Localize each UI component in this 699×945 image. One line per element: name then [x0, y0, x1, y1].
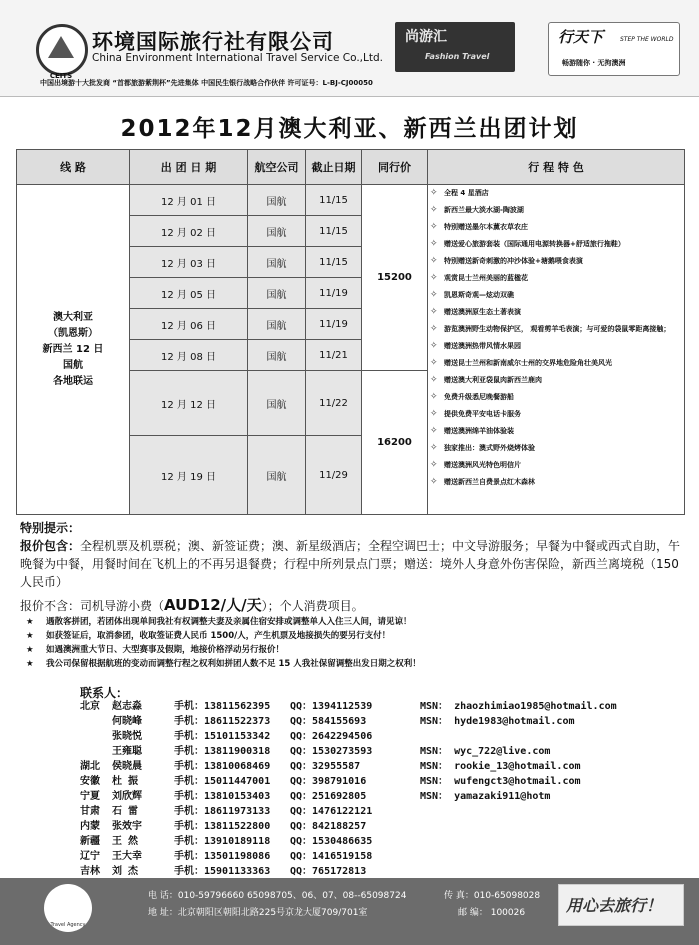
airline-cell: 国航: [248, 371, 306, 436]
sparkle-icon: ✧: [430, 477, 438, 487]
contact-phone: 手机：18611522373: [174, 716, 271, 727]
date-cell: 12 月 01 日: [130, 185, 248, 216]
include-label: 报价包含：: [20, 539, 81, 553]
feature-item: [430, 308, 682, 316]
contact-row: [80, 772, 621, 787]
contact-qq: QQ：32955587: [290, 761, 361, 772]
feature-item: [430, 291, 682, 299]
contact-region: 吉林: [80, 866, 100, 877]
company-name-en: China Environment International Travel Service Co.,Ltd.: [92, 52, 383, 64]
tip-amount: AUD12/人/天: [164, 596, 262, 614]
sparkle-icon: ✧: [430, 222, 438, 232]
contact-qq: QQ：1530273593: [290, 746, 373, 757]
contact-row: [80, 847, 621, 862]
airline-cell: 国航: [248, 309, 306, 340]
tour-plan-table: [16, 149, 685, 515]
contacts-table: [80, 697, 621, 877]
contact-region: [80, 727, 112, 742]
date-cell: 12 月 08 日: [130, 340, 248, 371]
sparkle-icon: ✧: [430, 341, 438, 351]
sparkle-icon: ✧: [430, 358, 438, 368]
sparkle-icon: ✧: [430, 392, 438, 402]
feature-text: 凯恩斯奇观—炫动双礁: [444, 291, 514, 299]
contact-qq: QQ：584155693: [290, 716, 367, 727]
contact-name: 何晓峰: [112, 716, 142, 727]
company-name-cn: 环境国际旅行社有限公司: [92, 30, 334, 54]
price-cell: 16200: [362, 371, 428, 515]
route-line: 各地联运: [53, 375, 93, 387]
route-cell: [17, 185, 130, 515]
contact-row: [80, 697, 621, 712]
date-cell: 12 月 19 日: [130, 436, 248, 515]
contact-name: 张效宇: [112, 821, 142, 832]
header-date: 出 团 日 期: [130, 150, 248, 185]
date-cell: 12 月 05 日: [130, 278, 248, 309]
sparkle-icon: ✧: [430, 460, 438, 470]
contact-msn: [420, 802, 621, 817]
notice-item: [26, 629, 686, 643]
sparkle-icon: ✧: [430, 307, 438, 317]
notice-item: [26, 615, 686, 629]
footer-fax: 传 真：010-65098028: [444, 891, 541, 901]
contact-msn: MSN： wufengct3@hotmail.com: [420, 776, 581, 787]
contact-name: 杜 振: [112, 776, 139, 787]
feature-text: 赠送澳洲原生态土著表演: [444, 308, 521, 316]
header-deadline: 截止日期: [306, 150, 362, 185]
date-cell: 12 月 06 日: [130, 309, 248, 340]
route-line: 国航: [63, 359, 83, 371]
contact-row: [80, 712, 621, 727]
contact-qq: QQ：765172813: [290, 866, 367, 877]
notice-item: [26, 643, 686, 657]
feature-text: 游览澳洲野生动物保护区， 观看剪羊毛表演；与可爱的袋鼠零距离接触；: [444, 325, 671, 333]
notice-text: 遇散客拼团，若团体出现单间我社有权调整夫妻及亲属住宿安排或调整单人入住三人间，请见谅！: [46, 617, 412, 627]
notice-text: 如获签证后，取消参团，收取签证费人民币 1500/人，产生机票及地接损失的要另行支付！: [46, 631, 391, 641]
contact-msn: [420, 862, 621, 877]
brand2-logo: 行天下: [558, 28, 604, 46]
sparkle-icon: ✧: [430, 256, 438, 266]
feature-item: [430, 461, 682, 469]
contact-msn: MSN： rookie_13@hotmail.com: [420, 761, 581, 772]
feature-item: [430, 427, 682, 435]
contact-region: 内蒙: [80, 821, 100, 832]
footer-logo-text: Travel Agency: [50, 922, 86, 928]
exclude-label: 报价不含：: [20, 599, 81, 613]
route-line: （凯恩斯）: [48, 327, 98, 339]
feature-item: [430, 342, 682, 350]
sparkle-icon: ✧: [430, 324, 438, 334]
contact-phone: 手机：18611973133: [174, 806, 271, 817]
feature-item: [430, 189, 682, 197]
contact-region: 安徽: [80, 776, 100, 787]
feature-text: 赠送昆士兰州和新南威尔士州的交界地危险角壮美风光: [444, 359, 612, 367]
feature-item: [430, 410, 682, 418]
price-exclude: [20, 594, 364, 615]
feature-item: [430, 274, 682, 282]
contact-phone: 手机：13810068469: [174, 761, 271, 772]
footer-zip: 邮 编： 100026: [458, 908, 526, 918]
sparkle-icon: ✧: [430, 443, 438, 453]
sparkle-icon: ✧: [430, 375, 438, 385]
contact-msn: MSN： yamazaki911@hotm: [420, 791, 551, 802]
contact-msn: [420, 727, 621, 742]
header-price: 同行价: [362, 150, 428, 185]
contact-phone: 手机：15901133363: [174, 866, 271, 877]
contacts-heading: 联系人：: [80, 686, 129, 700]
deadline-cell: 11/15: [306, 216, 362, 247]
contact-name: 侯晓晨: [112, 761, 142, 772]
contact-qq: QQ：1476122121: [290, 806, 373, 817]
contact-row: [80, 727, 621, 742]
contact-phone: 手机：15011447001: [174, 776, 271, 787]
feature-text: 赠送澳洲热带风情水果园: [444, 342, 521, 350]
contact-qq: QQ：1394112539: [290, 701, 373, 712]
contact-region: 北京: [80, 701, 100, 712]
airline-cell: 国航: [248, 185, 306, 216]
table-header-row: [17, 150, 685, 185]
feature-text: 赠送澳洲风光特色明信片: [444, 461, 521, 469]
feature-text: 免费升级悉尼晚餐游船: [444, 393, 514, 401]
sparkle-icon: ✧: [430, 273, 438, 283]
contact-name: 王大幸: [112, 851, 142, 862]
contact-phone: 手机：13501198086: [174, 851, 271, 862]
contact-row: [80, 787, 621, 802]
contact-region: 新疆: [80, 836, 100, 847]
contact-name: 刘 杰: [112, 866, 139, 877]
deadline-cell: 11/22: [306, 371, 362, 436]
contact-region: [80, 742, 112, 757]
footer-slogan: 用心去旅行！: [566, 896, 663, 915]
feature-item: [430, 325, 682, 333]
contact-msn: [420, 847, 621, 862]
feature-item: [430, 478, 682, 486]
route-line: 新西兰 12 日: [42, 343, 104, 355]
date-cell: 12 月 03 日: [130, 247, 248, 278]
star-icon: ★: [26, 645, 34, 655]
contact-region: 宁夏: [80, 791, 100, 802]
sparkle-icon: ✧: [430, 239, 438, 249]
feature-item: [430, 393, 682, 401]
contact-region: 湖北: [80, 761, 100, 772]
logo-text: CEITS: [49, 72, 73, 80]
deadline-cell: 11/15: [306, 247, 362, 278]
contact-row: [80, 757, 621, 772]
contact-phone: 手机：13811562395: [174, 701, 271, 712]
sparkle-icon: ✧: [430, 426, 438, 436]
brand-name-cn: 尚游汇: [405, 29, 447, 45]
notice-text: 我公司保留根据航班的变动而调整行程之权利如拼团人数不足 15 人我社保留调整出发日期之权利！: [46, 659, 421, 669]
contact-name: 王雍聪: [112, 746, 142, 757]
feature-text: 新西兰最大淡水湖-陶波湖: [444, 206, 524, 214]
contact-row: [80, 862, 621, 877]
feature-text: 提供免费平安电话卡服务: [444, 410, 521, 418]
airline-cell: 国航: [248, 436, 306, 515]
header-features: 行 程 特 色: [428, 150, 685, 185]
contact-row: [80, 742, 621, 757]
brand2-sub: STEP THE WORLD: [620, 36, 674, 43]
contact-msn: MSN： zhaozhimiao1985@hotmail.com: [420, 701, 617, 712]
notice-item: [26, 657, 686, 671]
date-cell: 12 月 02 日: [130, 216, 248, 247]
contact-region: 甘肃: [80, 806, 100, 817]
feature-text: 赠送澳大利亚袋鼠肉新西兰鹿肉: [444, 376, 542, 384]
features-cell: [428, 185, 685, 515]
feature-text: 赠送澳洲绵羊油体验装: [444, 427, 514, 435]
contact-region: [80, 712, 112, 727]
feature-text: 特别赠送墨尔本薰衣草农庄: [444, 223, 528, 231]
contact-msn: [420, 817, 621, 832]
deadline-cell: 11/19: [306, 309, 362, 340]
feature-item: [430, 359, 682, 367]
feature-item: [430, 206, 682, 214]
sparkle-icon: ✧: [430, 290, 438, 300]
feature-text: 独家推出：澳式野外烧烤体验: [444, 444, 535, 452]
contact-name: 刘欣辉: [112, 791, 142, 802]
exclude-text-end: ）；个人消费项目。: [261, 599, 364, 613]
deadline-cell: 11/21: [306, 340, 362, 371]
airline-cell: 国航: [248, 247, 306, 278]
feature-item: [430, 257, 682, 265]
contact-msn: MSN： hyde1983@hotmail.com: [420, 716, 575, 727]
include-text: 全程机票及机票税；澳、新签证费；澳、新星级酒店；全程空调巴士；中文导游服务；早餐为中餐或西式自助，午晚餐为中餐，用餐时间在飞机上的不再另退餐费；行程中所列景点门票；赠送：境外人身意外伤害保险，新西兰离境税（150 人民币）: [20, 539, 681, 589]
brand2-slogan: 畅游随你 · 无拘澳洲: [562, 59, 626, 67]
feature-text: 观赏昆士兰州美丽的蓝楹花: [444, 274, 528, 282]
features-list: [430, 189, 682, 486]
sparkle-icon: ✧: [430, 205, 438, 215]
contact-qq: QQ：251692805: [290, 791, 367, 802]
feature-text: 全程 4 星酒店: [444, 189, 489, 197]
footer-phone: 电 话：010-59796660 65098705、06、07、08--65098724: [148, 891, 407, 901]
contact-phone: 手机：13811900318: [174, 746, 271, 757]
contact-name: 张晓悦: [112, 731, 142, 742]
contact-phone: 手机：13910189118: [174, 836, 271, 847]
contact-qq: QQ：1416519158: [290, 851, 373, 862]
airline-cell: 国航: [248, 216, 306, 247]
contact-name: 赵志淼: [112, 701, 142, 712]
contact-phone: 手机：13811522800: [174, 821, 271, 832]
feature-item: [430, 376, 682, 384]
contact-row: [80, 817, 621, 832]
page-title: 2012年12月澳大利亚、新西兰出团计划: [120, 116, 579, 142]
contact-qq: QQ：842188257: [290, 821, 367, 832]
sparkle-icon: ✧: [430, 188, 438, 198]
feature-text: 特别赠送新奇刺激的冲沙体验+塘鹅喂食表演: [444, 257, 583, 265]
mountain-icon: [48, 36, 74, 58]
feature-text: 赠送新西兰自费景点红木森林: [444, 478, 535, 486]
contact-name: 王 然: [112, 836, 139, 847]
contact-phone: 手机：13810153403: [174, 791, 271, 802]
date-cell: 12 月 12 日: [130, 371, 248, 436]
contact-row: [80, 802, 621, 817]
feature-item: [430, 240, 682, 248]
header-route: 线 路: [17, 150, 130, 185]
table-row: [17, 185, 685, 216]
deadline-cell: 11/19: [306, 278, 362, 309]
contact-msn: [420, 832, 621, 847]
brand-name-en: Fashion Travel: [425, 52, 490, 61]
notice-list: [26, 615, 686, 671]
feature-item: [430, 223, 682, 231]
contact-region: 辽宁: [80, 851, 100, 862]
contact-phone: 手机：15101153342: [174, 731, 271, 742]
contact-msn: MSN： wyc_722@live.com: [420, 746, 551, 757]
feature-text: 赠送爱心旅游套装（国际通用电源转换器+舒适旅行拖鞋）: [444, 240, 625, 248]
deadline-cell: 11/29: [306, 436, 362, 515]
star-icon: ★: [26, 631, 34, 641]
star-icon: ★: [26, 659, 34, 669]
sparkle-icon: ✧: [430, 409, 438, 419]
airline-cell: 国航: [248, 340, 306, 371]
exclude-text: 司机导游小费（: [80, 599, 165, 613]
price-include: [20, 537, 688, 591]
notice-text: 如遇澳洲重大节日、大型赛事及假期，地接价格浮动另行报价！: [46, 645, 285, 655]
deadline-cell: 11/15: [306, 185, 362, 216]
contact-qq: QQ：2642294506: [290, 731, 373, 742]
contact-name: 石 雷: [112, 806, 139, 817]
header-airline: 航空公司: [248, 150, 306, 185]
route-line: 澳大利亚: [53, 311, 93, 323]
price-cell: 15200: [362, 185, 428, 371]
footer-address: 地 址：北京朝阳区朝阳北路225号京龙大厦709/701室: [148, 908, 368, 918]
star-icon: ★: [26, 617, 34, 627]
awards-line: 中国出境游十大批发商 “首都旅游紫荆杯”先进集体 中国民生银行战略合作伙伴 许可证号：L-BJ-CJ00050: [40, 79, 373, 87]
contact-qq: QQ：398791016: [290, 776, 367, 787]
airline-cell: 国航: [248, 278, 306, 309]
contact-qq: QQ：1530486635: [290, 836, 373, 847]
contact-row: [80, 832, 621, 847]
feature-item: [430, 444, 682, 452]
notes-heading: 特别提示：: [20, 521, 81, 535]
